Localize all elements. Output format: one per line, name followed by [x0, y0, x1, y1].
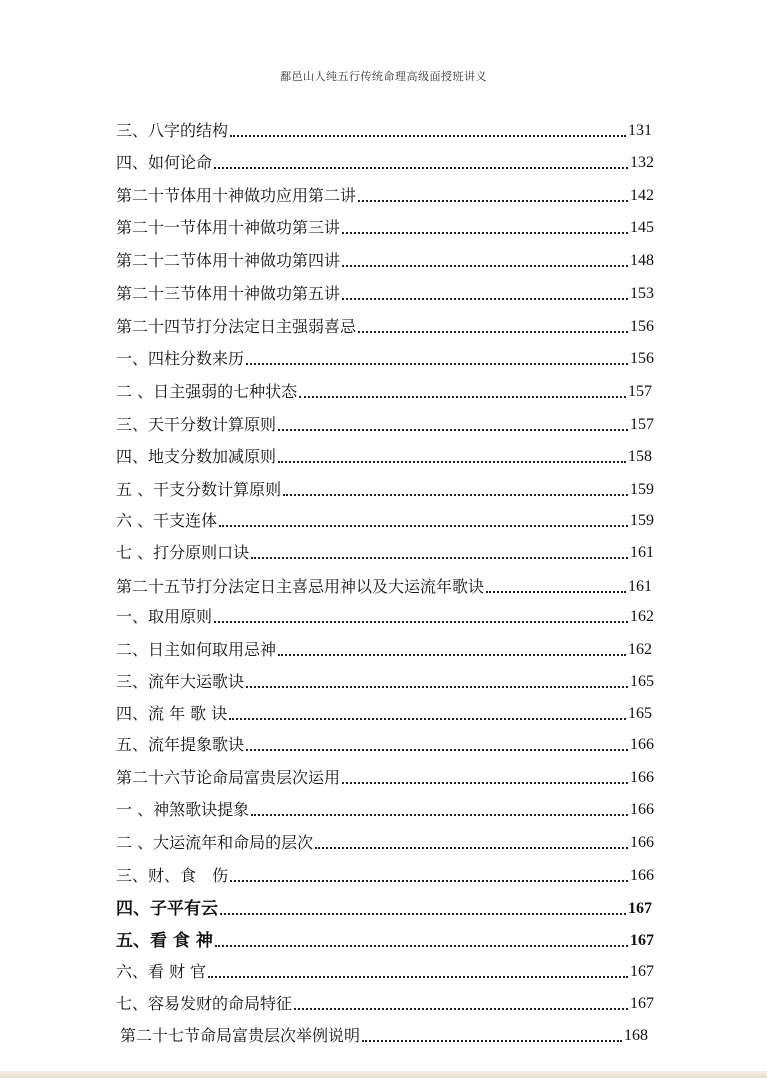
- toc-entry-label: 二、日主如何取用忌神: [116, 640, 277, 659]
- toc-entry-label: 第二十四节打分法定日主强弱喜忌: [116, 317, 357, 336]
- toc-entry-label: 六、看 财 官: [116, 962, 207, 981]
- toc-entry: [120, 1024, 648, 1048]
- toc-entry-label: 第二十七节命局富贵层次举例说明: [120, 1026, 361, 1045]
- toc-entry-label: 三、天干分数计算原则: [116, 415, 277, 434]
- toc-leader-dots: [220, 913, 626, 915]
- toc-leader-dots: [278, 654, 626, 656]
- toc-entry: [116, 960, 654, 984]
- toc-leader-dots: [215, 945, 628, 947]
- toc-entry-label: 一 、神煞歌诀提象: [116, 800, 250, 819]
- toc-entry-label: 三、流年大运歌诀: [116, 672, 245, 691]
- toc-entry-page: 167: [630, 963, 654, 980]
- toc-entry-page: 148: [630, 252, 654, 269]
- toc-leader-dots: [230, 135, 626, 137]
- toc-leader-dots: [251, 814, 628, 816]
- toc-entry: [116, 478, 654, 502]
- toc-leader-dots: [214, 621, 628, 623]
- toc-leader-dots: [358, 200, 628, 202]
- toc-entry: [116, 638, 652, 662]
- toc-leader-dots: [342, 232, 628, 234]
- toc-entry: [116, 509, 654, 533]
- toc-leader-dots: [230, 880, 628, 882]
- toc-entry-label: 四、如何论命: [116, 153, 213, 172]
- toc-leader-dots: [358, 331, 628, 333]
- toc-entry-page: 157: [628, 383, 652, 400]
- toc-entry: [116, 282, 654, 306]
- toc-leader-dots: [246, 686, 628, 688]
- toc-entry-page: 156: [630, 318, 654, 335]
- toc-entry-page: 162: [630, 608, 654, 625]
- toc-entry-page: 153: [630, 285, 654, 302]
- toc-entry-label: 二 、日主强弱的七种状态: [116, 382, 298, 401]
- toc-entry-label: 第二十节体用十神做功应用第二讲: [116, 186, 357, 205]
- toc-entry-page: 161: [628, 578, 652, 595]
- toc-entry-label: 四、流 年 歌 诀: [116, 704, 228, 723]
- toc-entry-label: 五 、干支分数计算原则: [116, 480, 282, 499]
- toc-entry-label: 第二十一节体用十神做功第三讲: [116, 218, 341, 237]
- toc-entry-label: 三、八字的结构: [116, 121, 229, 140]
- toc-leader-dots: [278, 461, 626, 463]
- toc-leader-dots: [278, 429, 628, 431]
- toc-entry-page: 167: [628, 900, 652, 917]
- toc-entry: [116, 413, 654, 437]
- toc-entry-label: 一、取用原则: [116, 607, 213, 626]
- toc-entry-label: 五、看 食 神: [116, 931, 213, 951]
- toc-entry: [116, 798, 654, 822]
- toc-entry-label: 第二十三节体用十神做功第五讲: [116, 284, 341, 303]
- toc-leader-dots: [208, 976, 628, 978]
- toc-entry-page: 165: [630, 673, 654, 690]
- page-header: 鄱邑山人纯五行传统命理高级面授班讲义: [280, 70, 487, 83]
- page-bottom-edge: [0, 1071, 767, 1078]
- toc-entry: [116, 605, 654, 629]
- toc-leader-dots: [229, 718, 626, 720]
- toc-leader-dots: [246, 363, 628, 365]
- toc-leader-dots: [342, 265, 628, 267]
- toc-entry-page: 168: [624, 1027, 648, 1044]
- toc-entry-label: 一、四柱分数来历: [116, 349, 245, 368]
- toc-leader-dots: [251, 557, 628, 559]
- toc-entry: [116, 733, 654, 757]
- toc-entry: [116, 347, 654, 371]
- toc-entry-label: 四、子平有云: [116, 899, 218, 919]
- toc-entry-label: 四、地支分数加减原则: [116, 447, 277, 466]
- toc-entry-label: 七 、打分原则口诀: [116, 543, 250, 562]
- toc-entry: [116, 184, 654, 208]
- toc-entry-page: 145: [630, 219, 654, 236]
- toc-entry-page: 162: [628, 641, 652, 658]
- toc-entry: [116, 575, 652, 599]
- toc-entry: [116, 831, 654, 855]
- toc-leader-dots: [342, 782, 628, 784]
- toc-entry: [116, 216, 654, 240]
- toc-entry: [116, 119, 652, 143]
- toc-entry: [116, 445, 652, 469]
- toc-entry: [116, 766, 654, 790]
- toc-entry-page: 165: [628, 705, 652, 722]
- toc-leader-dots: [246, 749, 628, 751]
- toc-entry-page: 166: [630, 736, 654, 753]
- toc-leader-dots: [299, 396, 626, 398]
- toc-entry: [116, 929, 654, 953]
- toc-leader-dots: [219, 525, 628, 527]
- toc-leader-dots: [214, 167, 628, 169]
- toc-leader-dots: [283, 494, 628, 496]
- toc-entry: [116, 702, 652, 726]
- toc-leader-dots: [315, 847, 628, 849]
- toc-entry-label: 七、容易发财的命局特征: [116, 994, 293, 1013]
- toc-entry: [116, 992, 654, 1016]
- toc-entry: [116, 541, 654, 565]
- toc-entry-page: 166: [630, 801, 654, 818]
- toc-entry-page: 167: [630, 995, 654, 1012]
- toc-entry: [116, 249, 654, 273]
- toc-entry-page: 158: [628, 448, 652, 465]
- toc-entry: [116, 151, 654, 175]
- toc-entry-label: 第二十五节打分法定日主喜忌用神以及大运流年歌诀: [116, 577, 485, 596]
- toc-entry-page: 157: [630, 416, 654, 433]
- toc-entry-label: 三、财、食 伤: [116, 866, 229, 885]
- toc-leader-dots: [486, 591, 626, 593]
- toc-entry-page: 142: [630, 187, 654, 204]
- toc-entry-page: 159: [630, 481, 654, 498]
- toc-entry-page: 161: [630, 544, 654, 561]
- toc-entry-label: 二 、大运流年和命局的层次: [116, 833, 314, 852]
- toc-entry-page: 166: [630, 834, 654, 851]
- toc-entry: [116, 315, 654, 339]
- toc-entry-label: 六 、干支连体: [116, 511, 218, 530]
- toc-leader-dots: [342, 298, 628, 300]
- toc-leader-dots: [294, 1008, 628, 1010]
- toc-entry-page: 159: [630, 512, 654, 529]
- toc-entry-page: 131: [628, 122, 652, 139]
- toc-entry-label: 五、流年提象歌诀: [116, 735, 245, 754]
- toc-entry-page: 166: [630, 769, 654, 786]
- toc-entry: [116, 864, 654, 888]
- toc-entry-label: 第二十二节体用十神做功第四讲: [116, 251, 341, 270]
- toc-entry-label: 第二十六节论命局富贵层次运用: [116, 768, 341, 787]
- toc-entry: [116, 897, 652, 921]
- toc-entry-page: 156: [630, 350, 654, 367]
- toc-entry: [116, 380, 652, 404]
- toc-entry: [116, 670, 654, 694]
- toc-entry-page: 166: [630, 867, 654, 884]
- toc-entry-page: 167: [630, 932, 654, 949]
- toc-leader-dots: [362, 1040, 622, 1042]
- toc-entry-page: 132: [630, 154, 654, 171]
